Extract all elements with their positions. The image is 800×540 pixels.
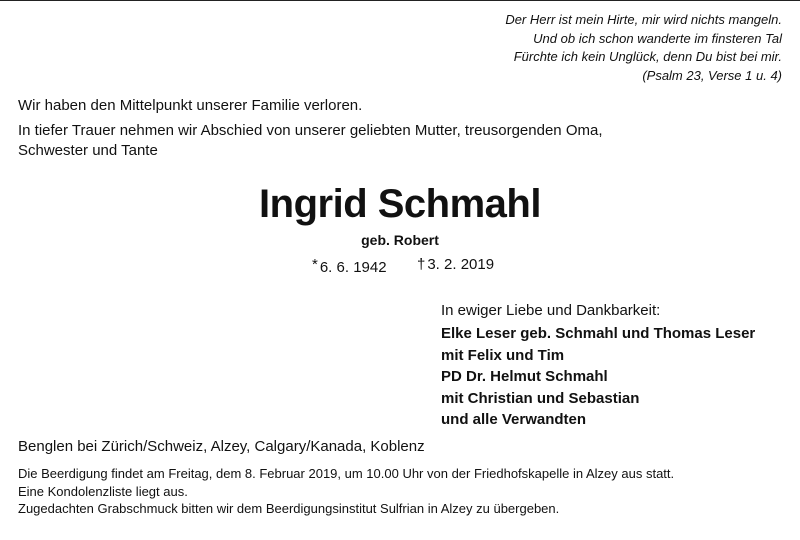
death-date: 3. 2. 2019 — [427, 256, 495, 273]
psalm-line-2: Und ob ich schon wanderte im finsteren Tal — [533, 30, 782, 46]
birth-date-group — [312, 256, 387, 276]
mourner-line: mit Felix und Tim — [441, 346, 565, 364]
death-date-group — [417, 256, 494, 273]
maiden-name: geb. Robert — [361, 232, 439, 248]
places-of-residence: Benglen bei Zürich/Schweiz, Alzey, Calgary/Kanada, Koblenz — [18, 438, 425, 455]
intro-line-1: Wir haben den Mittelpunkt unserer Familie verloren. — [18, 97, 363, 114]
deceased-name: Ingrid Schmahl — [259, 182, 541, 226]
intro-line-3: Schwester und Tante — [18, 142, 158, 159]
psalm-line-1: Der Herr ist mein Hirte, mir wird nichts mangeln. — [505, 12, 782, 27]
death-symbol: † — [417, 256, 426, 273]
mourner-line: PD Dr. Helmut Schmahl — [441, 368, 608, 385]
intro-line-2: In tiefer Trauer nehmen wir Abschied von unserer geliebten Mutter, treusorgenden Oma, — [18, 122, 603, 139]
funeral-notice-line-2: Eine Kondolenzliste liegt aus. — [18, 483, 188, 499]
funeral-notice-line-1: Die Beerdigung findet am Freitag, dem 8. Februar 2019, um 10.00 Uhr von der Friedhofskapelle in Alzey aus statt. — [18, 466, 675, 481]
mourner-line: und alle Verwandten — [441, 411, 587, 428]
mourner-line: mit Christian und Sebastian — [441, 389, 640, 407]
mourner-line: Elke Leser geb. Schmahl und Thomas Leser — [441, 325, 756, 342]
psalm-line-3: Fürchte ich kein Unglück, denn Du bist bei mir. — [513, 49, 782, 64]
psalm-reference: (Psalm 23, Verse 1 u. 4) — [642, 67, 782, 83]
birth-symbol: * — [312, 256, 318, 273]
birth-date: 6. 6. 1942 — [319, 259, 387, 276]
mourners-list — [441, 323, 755, 431]
funeral-notice — [18, 465, 782, 518]
mourners-heading: In ewiger Liebe und Dankbarkeit: — [441, 302, 661, 319]
psalm-quote — [505, 11, 782, 85]
funeral-notice-line-3: Zugedachten Grabschmuck bitten wir dem Beerdigungsinstitut Sulfrian in Alzey zu übergeben. — [18, 501, 560, 516]
